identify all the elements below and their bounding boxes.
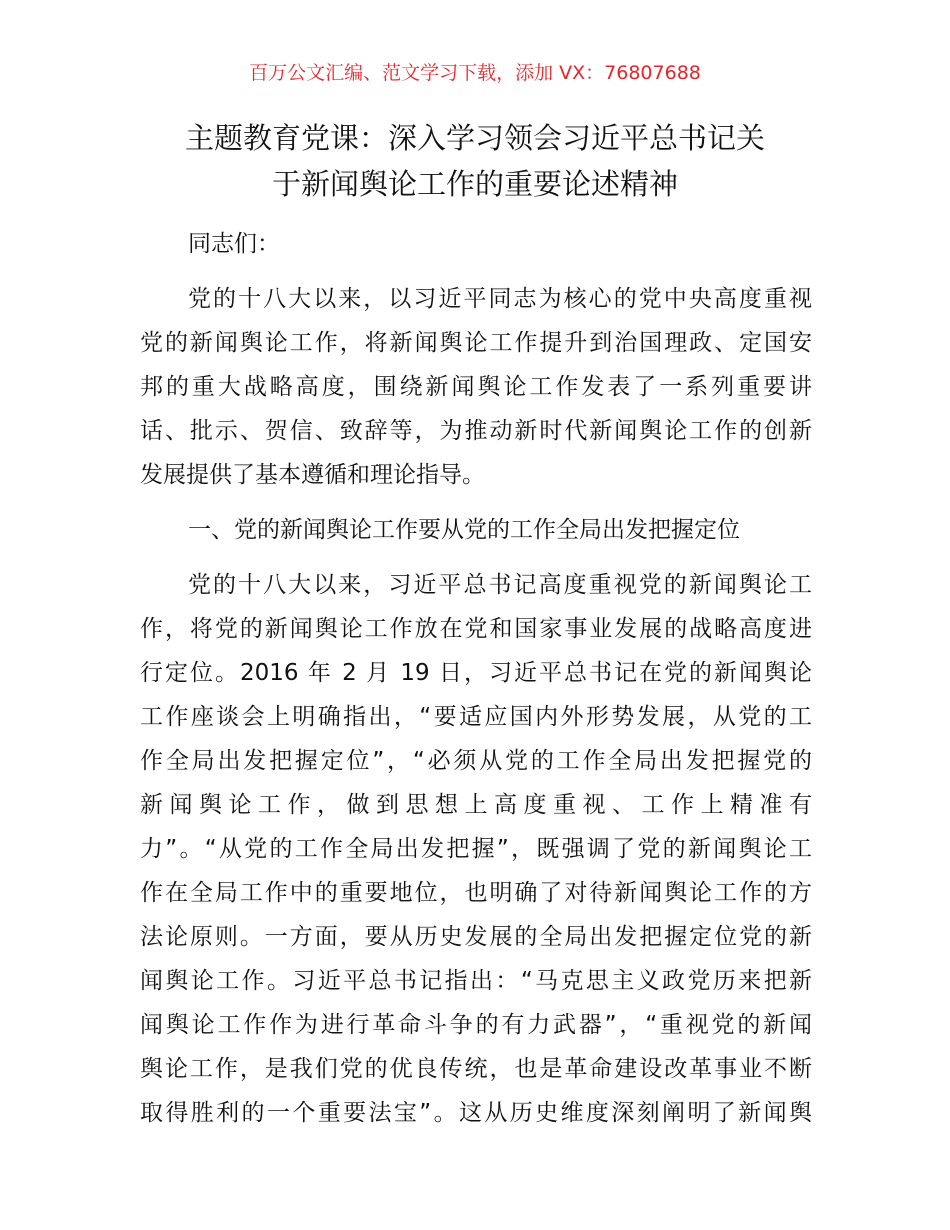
text-line: 党的十八大以来，习近平总书记高度重视党的新闻舆论工 [188, 572, 812, 598]
text-line: 法论原则。一方面，要从历史发展的全局出发把握定位党的新 [140, 924, 812, 950]
section-heading: 一、党的新闻舆论工作要从党的工作全局出发把握定位 [188, 517, 740, 543]
title-line: 主题教育党课：深入学习领会习近平总书记关 [184, 121, 765, 155]
title-line: 于新闻舆论工作的重要论述精神 [271, 167, 678, 201]
text-line: 闻舆论工作。习近平总书记指出：“马克思主义政党历来把新 [140, 968, 812, 994]
salutation: 同志们： [188, 231, 280, 257]
text-line: 党的新闻舆论工作，将新闻舆论工作提升到治国理政、定国安 [140, 330, 812, 356]
document-body [140, 222, 812, 1135]
text-line: 作全局出发把握定位”，“必须从党的工作全局出发把握党的 [140, 748, 812, 774]
paragraph-section-1 [140, 563, 812, 1135]
watermark-header: 百万公文汇编、范文学习下载，添加 VX：76807688 [249, 62, 701, 84]
text-line: 作在全局工作中的重要地位，也明确了对待新闻舆论工作的方 [140, 880, 812, 906]
text-line: 舆论工作，是我们党的优良传统，也是革命建设改革事业不断 [140, 1056, 812, 1082]
text-line: 取得胜利的一个重要法宝”。这从历史维度深刻阐明了新闻舆 [140, 1100, 812, 1126]
text-line: 话、批示、贺信、致辞等，为推动新时代新闻舆论工作的创新 [140, 418, 812, 444]
text-line: 工作座谈会上明确指出，“要适应国内外形势发展，从党的工 [140, 704, 812, 730]
document-title [100, 115, 850, 207]
text-line: 新闻舆论工作，做到思想上高度重视、工作上精准有 [140, 792, 812, 818]
text-line: 闻舆论工作作为进行革命斗争的有力武器”，“重视党的新闻 [140, 1012, 812, 1038]
text-line: 党的十八大以来，以习近平同志为核心的党中央高度重视 [188, 286, 812, 312]
text-line: 作，将党的新闻舆论工作放在党和国家事业发展的战略高度进 [140, 616, 812, 642]
text-line: 发展提供了基本遵循和理论指导。 [140, 462, 485, 488]
text-line: 行定位。2016 年 2 月 19 日，习近平总书记在党的新闻舆论 [140, 660, 812, 686]
paragraph-intro [140, 277, 812, 497]
text-line: 力”。“从党的工作全局出发把握”，既强调了党的新闻舆论工 [140, 836, 812, 862]
text-line: 邦的重大战略高度，围绕新闻舆论工作发表了一系列重要讲 [140, 374, 812, 400]
